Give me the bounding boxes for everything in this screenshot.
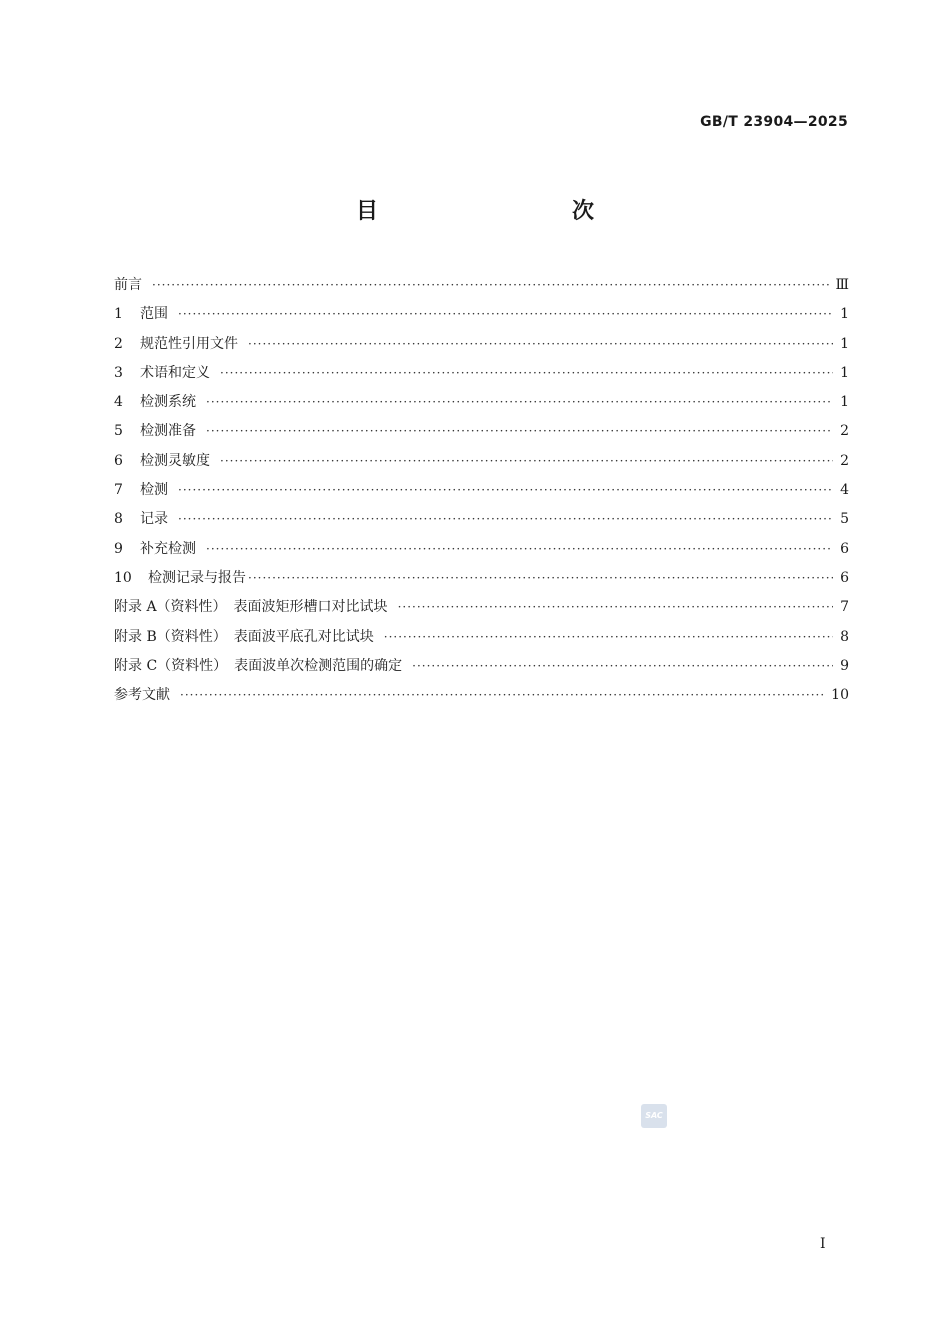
toc-entry-page: 6 xyxy=(840,569,849,586)
toc-entry-label: 规范性引用文件 xyxy=(140,335,238,352)
toc-entry-number: 1 xyxy=(114,306,123,323)
toc-leader xyxy=(178,512,833,526)
toc-entry-page: 2 xyxy=(840,423,849,440)
toc-entry-label: 附录 A（资料性） 表面波矩形槽口对比试块 xyxy=(114,599,388,616)
toc-entry-label: 检测系统 xyxy=(140,394,196,411)
toc-entry-number: 4 xyxy=(114,394,123,411)
toc-entry-label: 补充检测 xyxy=(140,540,196,557)
toc-entry-page: 1 xyxy=(840,306,849,323)
toc-leader xyxy=(412,659,833,673)
toc-leader xyxy=(206,542,833,556)
toc-entry-normative-references[interactable] xyxy=(114,333,849,362)
toc-entry-page: 8 xyxy=(840,628,849,645)
toc-entry-testing[interactable] xyxy=(114,479,849,508)
toc-entry-annex-b[interactable] xyxy=(114,626,849,655)
toc-entry-terms-definitions[interactable] xyxy=(114,362,849,391)
toc-entry-page: 6 xyxy=(840,540,849,557)
toc-entry-page: 7 xyxy=(840,599,849,616)
toc-leader xyxy=(178,483,833,497)
toc-entry-number: 8 xyxy=(114,511,123,528)
toc-leader xyxy=(248,337,833,351)
toc-entry-page: Ⅲ xyxy=(835,277,849,293)
toc-entry-label: 检测 xyxy=(140,482,168,499)
toc-leader xyxy=(180,688,825,702)
toc-entry-testing-preparation[interactable] xyxy=(114,420,849,449)
standard-code: GB/T 23904—2025 xyxy=(700,114,848,130)
toc-entry-annex-c[interactable] xyxy=(114,655,849,684)
toc-entry-page: 1 xyxy=(840,394,849,411)
toc-entry-label: 前言 xyxy=(114,277,142,293)
toc-leader xyxy=(384,630,833,644)
toc-leader xyxy=(178,307,833,321)
toc-leader xyxy=(206,395,833,409)
toc-entry-label: 参考文献 xyxy=(114,687,170,704)
toc-entry-supplementary-testing[interactable] xyxy=(114,538,849,567)
toc-leader xyxy=(220,366,833,380)
toc-entry-recording[interactable] xyxy=(114,508,849,537)
toc-entry-label: 检测记录与报告 xyxy=(148,569,246,586)
toc-entry-page: 1 xyxy=(840,335,849,352)
toc-leader xyxy=(398,600,833,614)
toc-entry-foreword[interactable] xyxy=(114,274,849,303)
page-number: I xyxy=(820,1236,826,1252)
toc-entry-number: 6 xyxy=(114,452,123,469)
table-of-contents xyxy=(114,274,849,713)
toc-entry-number: 10 xyxy=(114,569,132,586)
toc-entry-number: 5 xyxy=(114,423,123,440)
toc-entry-page: 1 xyxy=(840,364,849,381)
toc-entry-bibliography[interactable] xyxy=(114,684,849,713)
toc-entry-label: 记录 xyxy=(140,511,168,528)
toc-title: 目 次 xyxy=(355,199,644,224)
toc-entry-number: 3 xyxy=(114,364,123,381)
toc-entry-label: 附录 C（资料性） 表面波单次检测范围的确定 xyxy=(114,657,403,674)
toc-entry-page: 2 xyxy=(840,452,849,469)
toc-entry-records-and-report[interactable] xyxy=(114,567,849,596)
toc-entry-number: 2 xyxy=(114,335,123,352)
toc-entry-scope[interactable] xyxy=(114,303,849,332)
toc-entry-label: 术语和定义 xyxy=(140,364,210,381)
toc-entry-page: 4 xyxy=(840,482,849,499)
toc-entry-page: 10 xyxy=(831,687,849,704)
toc-entry-annex-a[interactable] xyxy=(114,596,849,625)
toc-entry-testing-sensitivity[interactable] xyxy=(114,450,849,479)
toc-entry-number: 7 xyxy=(114,482,123,499)
toc-entry-testing-system[interactable] xyxy=(114,391,849,420)
toc-entry-label: 检测灵敏度 xyxy=(140,452,210,469)
toc-leader xyxy=(220,454,833,468)
toc-entry-label: 范围 xyxy=(140,306,168,323)
toc-entry-page: 9 xyxy=(840,657,849,674)
toc-entry-page: 5 xyxy=(840,511,849,528)
sac-watermark-logo xyxy=(641,1104,667,1128)
toc-entry-label: 附录 B（资料性） 表面波平底孔对比试块 xyxy=(114,628,374,645)
toc-entry-label: 检测准备 xyxy=(140,423,196,440)
toc-leader xyxy=(248,571,833,585)
toc-leader xyxy=(206,424,833,438)
watermark-text: SAC xyxy=(645,1111,663,1120)
toc-leader xyxy=(152,278,829,292)
toc-entry-number: 9 xyxy=(114,540,123,557)
